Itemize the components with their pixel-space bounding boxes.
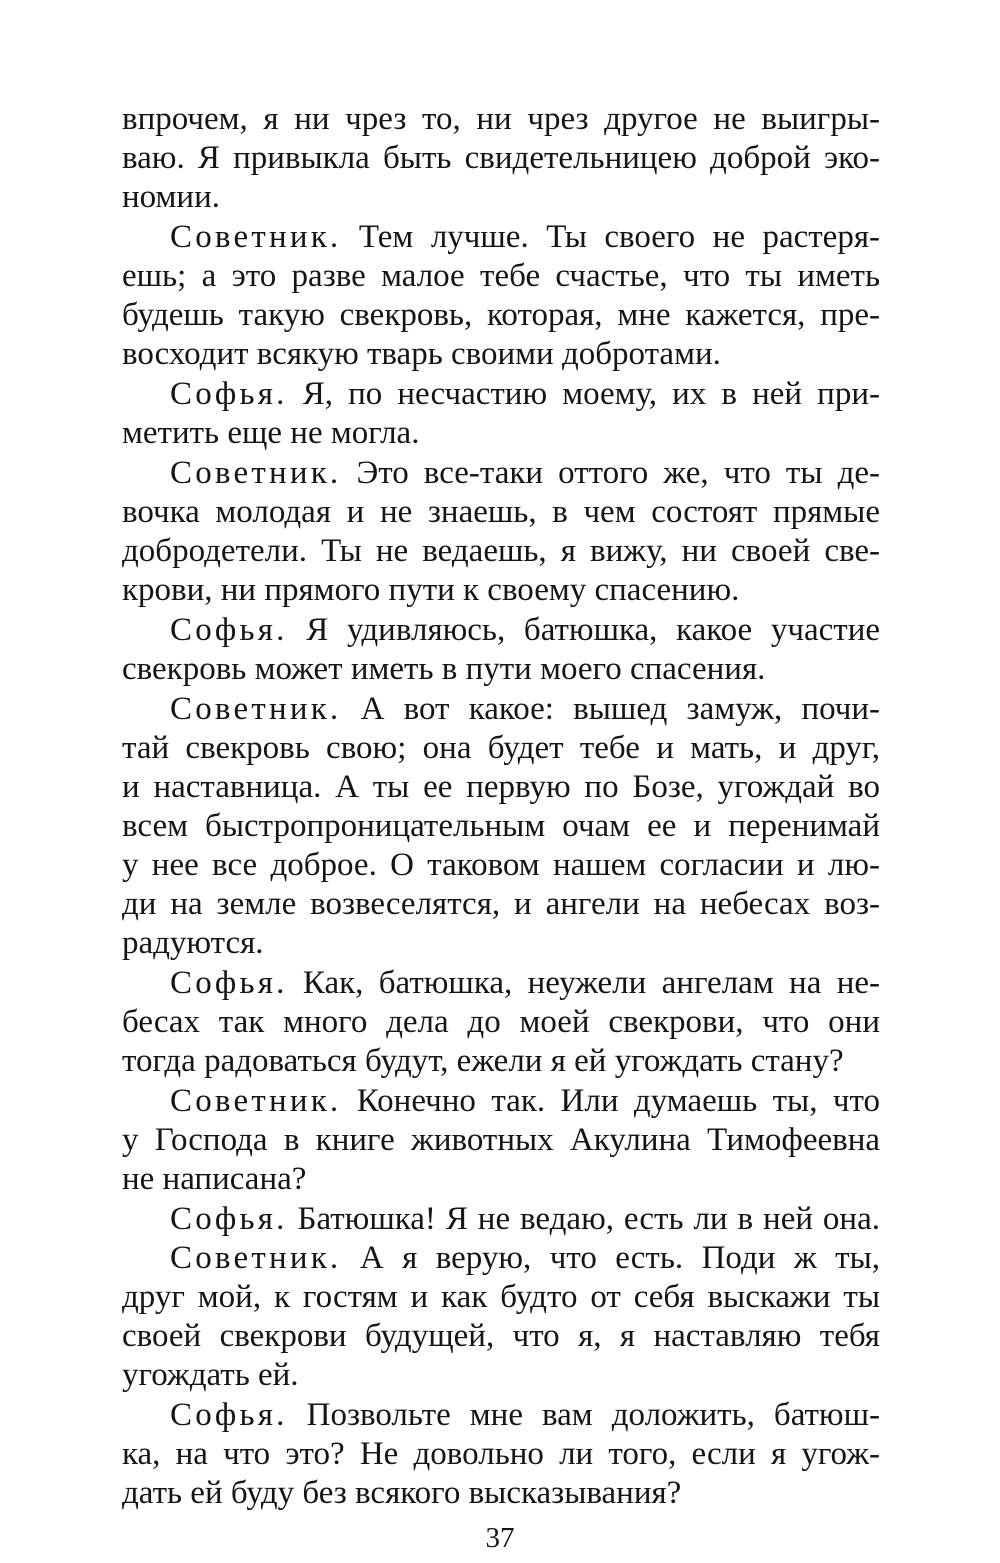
text-line: и наставница. А ты ее первую по Бозе, угождай во [122, 769, 880, 805]
text-line: вочка молодая и не знаешь, в чем состоят прямые [122, 494, 880, 530]
text-line: крови, ни прямого пути к своему спасению. [122, 572, 740, 608]
text-line: у Господа в книге животных Акулина Тимофеевна [122, 1122, 880, 1158]
speaker-name: Софья. [170, 965, 288, 1001]
text-line: угождать ей. [122, 1357, 299, 1393]
text-line: впрочем, я ни чрез то, ни чрез другое не выигры- [122, 101, 880, 137]
dialogue-line: Софья. Я удивляюсь, батюшка, какое участие [170, 612, 880, 648]
text-line: будешь такую свекровь, которая, мне кажется, пре- [122, 297, 880, 333]
text-line: всем быстропроницательным очам ее и перенимай [122, 808, 880, 844]
text-line: свекровь может иметь в пути моего спасения. [122, 651, 766, 687]
text-line: ди на земле возвеселятся, и ангели на небесах воз- [122, 886, 880, 922]
text-line: восходит всякую тварь своими добротами. [122, 336, 721, 372]
text-line: тай свекровь свою; она будет тебе и мать, и друг, [122, 730, 880, 766]
text-line: ваю. Я привыкла быть свидетельницею доброй эко- [122, 140, 880, 176]
speaker-name: Советник. [170, 691, 342, 727]
speaker-name: Советник. [170, 455, 342, 491]
dialogue-line: Советник. Конечно так. Или думаешь ты, что [170, 1083, 880, 1119]
speaker-name: Софья. [170, 612, 288, 648]
text-line: тогда радоваться будут, ежели я ей угождать стану? [122, 1043, 844, 1079]
text-line: своей свекрови будущей, что я, я наставляю тебя [122, 1318, 880, 1354]
speaker-name: Советник. [170, 219, 342, 255]
text-line: радуются. [122, 925, 264, 961]
dialogue-line: Софья. Батюшка! Я не ведаю, есть ли в ней она. [170, 1201, 880, 1237]
speaker-name: Советник. [170, 1083, 342, 1119]
dialogue-line: Софья. Я, по несчастию моему, их в ней при- [170, 376, 880, 412]
dialogue-line: Советник. Тем лучше. Ты своего не растеря- [170, 219, 880, 255]
text-line: бесах так много дела до моей свекрови, что они [122, 1004, 880, 1040]
text-line: метить еще не могла. [122, 415, 420, 451]
speaker-name: Софья. [170, 1201, 288, 1237]
dialogue-line: Софья. Как, батюшка, неужели ангелам на не- [170, 965, 880, 1001]
text-line: не написана? [122, 1161, 307, 1197]
speaker-name: Софья. [170, 1397, 288, 1433]
text-line: добродетели. Ты не ведаешь, я вижу, ни своей све- [122, 533, 880, 569]
text-line: ешь; а это разве малое тебе счастье, что ты иметь [122, 258, 880, 294]
dialogue-line: Советник. Это все-таки оттого же, что ты де- [170, 455, 880, 491]
dialogue-line: Софья. Позвольте мне вам доложить, батюш- [170, 1397, 880, 1433]
speaker-name: Советник. [170, 1240, 342, 1276]
dialogue-line: Советник. А вот какое: вышед замуж, почи- [170, 691, 880, 727]
text-line: номии. [122, 179, 220, 215]
text-line: дать ей буду без всякого высказывания? [122, 1475, 682, 1511]
page-number: 37 [485, 1522, 515, 1554]
text-line: ка, на что это? Не довольно ли того, если я угож- [122, 1436, 880, 1472]
text-line: у нее все доброе. О таковом нашем согласии и лю- [122, 847, 880, 883]
text-line: друг мой, к гостям и как будто от себя выскажи ты [122, 1279, 880, 1315]
dialogue-line: Советник. А я верую, что есть. Поди ж ты, [170, 1240, 880, 1276]
speaker-name: Софья. [170, 376, 288, 412]
